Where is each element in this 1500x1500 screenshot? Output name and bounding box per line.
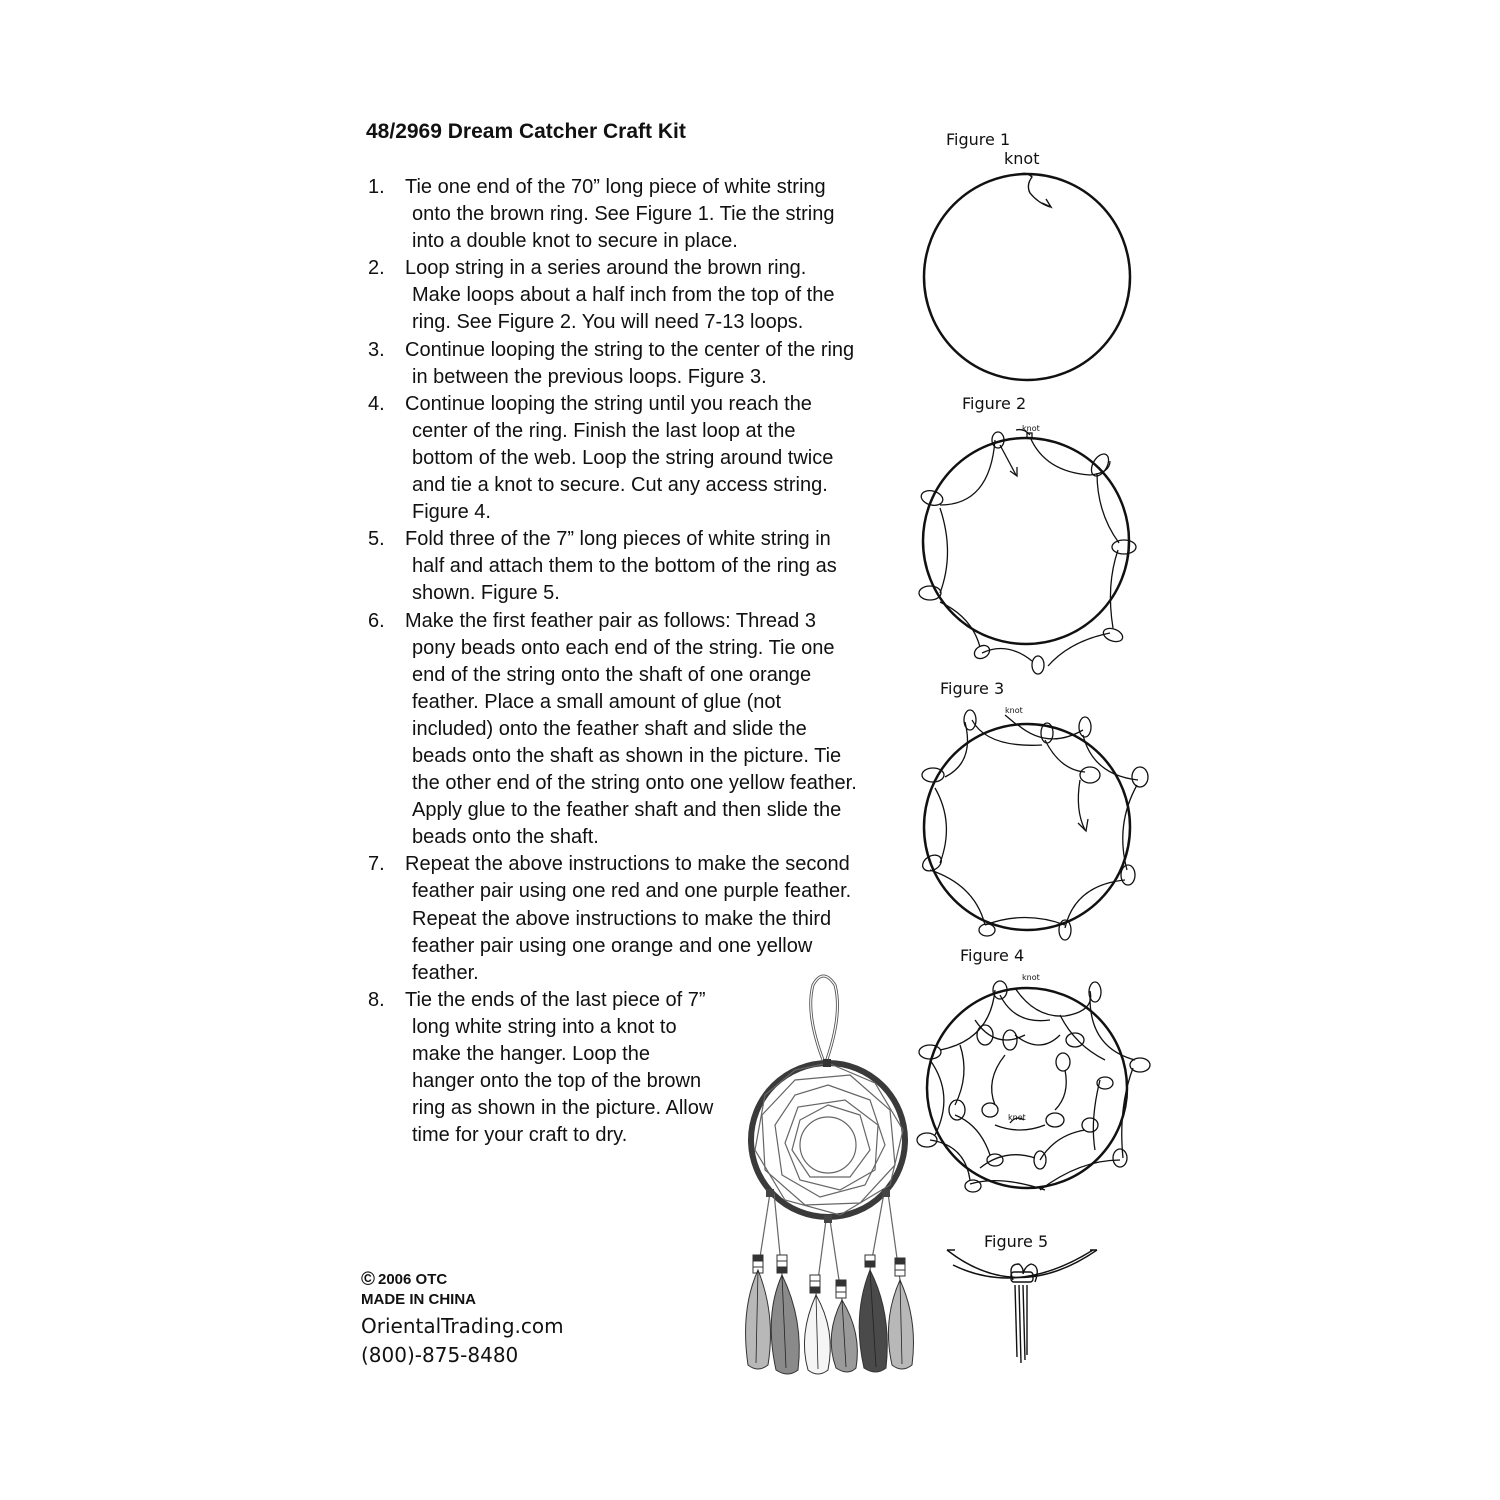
figure-1-ring-diagram — [915, 165, 1145, 395]
step-line: Fold three of the 7” long pieces of white string in — [405, 528, 831, 551]
step-line: make the hanger. Loop the — [412, 1043, 650, 1065]
step-line: end of the string onto the shaft of one orange — [412, 663, 812, 686]
step-line: shown. Figure 5. — [412, 582, 560, 605]
figure-2-loops-diagram — [910, 425, 1150, 665]
finished-dream-catcher-illustration — [740, 965, 920, 1375]
step-line: feather pair using one orange and one yellow — [412, 934, 813, 957]
step-line: Tie one end of the 70” long piece of white string — [405, 176, 826, 198]
figure-3-loops-diagram — [915, 715, 1155, 945]
copyright-line — [361, 1270, 564, 1290]
step-number: 3. — [368, 338, 385, 361]
step-line: Make the first feather pair as follows: Thread 3 — [405, 609, 816, 632]
step-4 — [366, 391, 906, 526]
step-line: included) onto the feather shaft and slide the — [412, 717, 807, 740]
step-number: 7. — [368, 853, 385, 876]
step-line: Figure 4. — [412, 501, 491, 524]
figure-4-label: Figure 4 — [960, 946, 1025, 965]
made-in-text: MADE IN CHINA — [361, 1291, 476, 1308]
step-line: feather. — [412, 961, 479, 984]
figure-1-knot-label: knot — [1004, 149, 1040, 168]
step-number: 4. — [368, 392, 385, 415]
figure-2-knot-label: knot — [1022, 424, 1040, 433]
figure-5-attach-diagram — [945, 1245, 1100, 1370]
step-line: into a double knot to secure in place. — [412, 230, 738, 253]
step-number: 1. — [368, 176, 385, 198]
step-line: bottom of the web. Loop the string around twice — [412, 446, 834, 469]
figure-4-knot-label-center: knot — [1008, 1113, 1026, 1122]
figure-3-knot-label: knot — [1005, 706, 1023, 715]
copyright-text: 2006 OTC — [378, 1271, 448, 1288]
step-6 — [366, 608, 906, 852]
figure-3-label: Figure 3 — [940, 679, 1005, 698]
document-title: 48/2969 Dream Catcher Craft Kit — [366, 120, 686, 143]
step-line: the other end of the string onto one yellow feather. — [412, 772, 857, 795]
figure-4-web-diagram — [915, 980, 1155, 1200]
step-line: Continue looping the string until you reach the — [405, 392, 812, 415]
figure-5-label: Figure 5 — [984, 1232, 1049, 1251]
step-1 — [366, 174, 906, 255]
step-number: 8. — [368, 988, 385, 1011]
figure-1-label: Figure 1 — [946, 130, 1011, 149]
step-line: feather. Place a small amount of glue (not — [412, 690, 782, 713]
step-line: half and attach them to the bottom of the ring as — [412, 555, 837, 578]
step-line: Tie the ends of the last piece of 7” — [405, 988, 706, 1011]
step-line: feather pair using one red and one purple feather. — [412, 880, 852, 903]
step-5 — [366, 526, 906, 607]
footer — [361, 1270, 564, 1370]
step-2 — [366, 255, 906, 336]
step-line: time for your craft to dry. — [412, 1124, 628, 1147]
step-line: ring as shown in the picture. Allow — [412, 1097, 714, 1120]
step-line: onto the brown ring. See Figure 1. Tie the string — [412, 203, 835, 226]
step-line: beads onto the shaft. — [412, 826, 599, 849]
copyright-icon: © — [361, 1269, 375, 1290]
step-line: and tie a knot to secure. Cut any access string. — [412, 474, 828, 497]
step-line: hanger onto the top of the brown — [412, 1070, 702, 1093]
step-line: Make loops about a half inch from the top of the — [412, 284, 835, 307]
step-line: Repeat the above instructions to make the third — [412, 907, 832, 930]
step-line: Continue looping the string to the center of the ring — [405, 338, 855, 361]
website-text: OrientalTrading.com — [361, 1314, 564, 1338]
step-line: pony beads onto each end of the string. Tie one — [412, 636, 835, 659]
step-line: long white string into a knot to — [412, 1015, 677, 1038]
step-3 — [366, 337, 906, 391]
step-number: 6. — [368, 609, 385, 632]
step-line: in between the previous loops. Figure 3. — [412, 365, 767, 388]
figure-2-label: Figure 2 — [962, 394, 1027, 413]
step-line: beads onto the shaft as shown in the picture. Tie — [412, 744, 842, 767]
figure-4-knot-label-top: knot — [1022, 973, 1040, 982]
step-number: 2. — [368, 257, 385, 280]
step-line: ring. See Figure 2. You will need 7-13 loops. — [412, 311, 804, 334]
step-line: center of the ring. Finish the last loop at the — [412, 419, 796, 442]
step-number: 5. — [368, 528, 385, 551]
step-line: Loop string in a series around the brown ring. — [405, 257, 807, 280]
phone-text: (800)-875-8480 — [361, 1343, 519, 1367]
step-line: Repeat the above instructions to make the second — [405, 853, 850, 876]
step-line: Apply glue to the feather shaft and then slide the — [412, 799, 842, 822]
